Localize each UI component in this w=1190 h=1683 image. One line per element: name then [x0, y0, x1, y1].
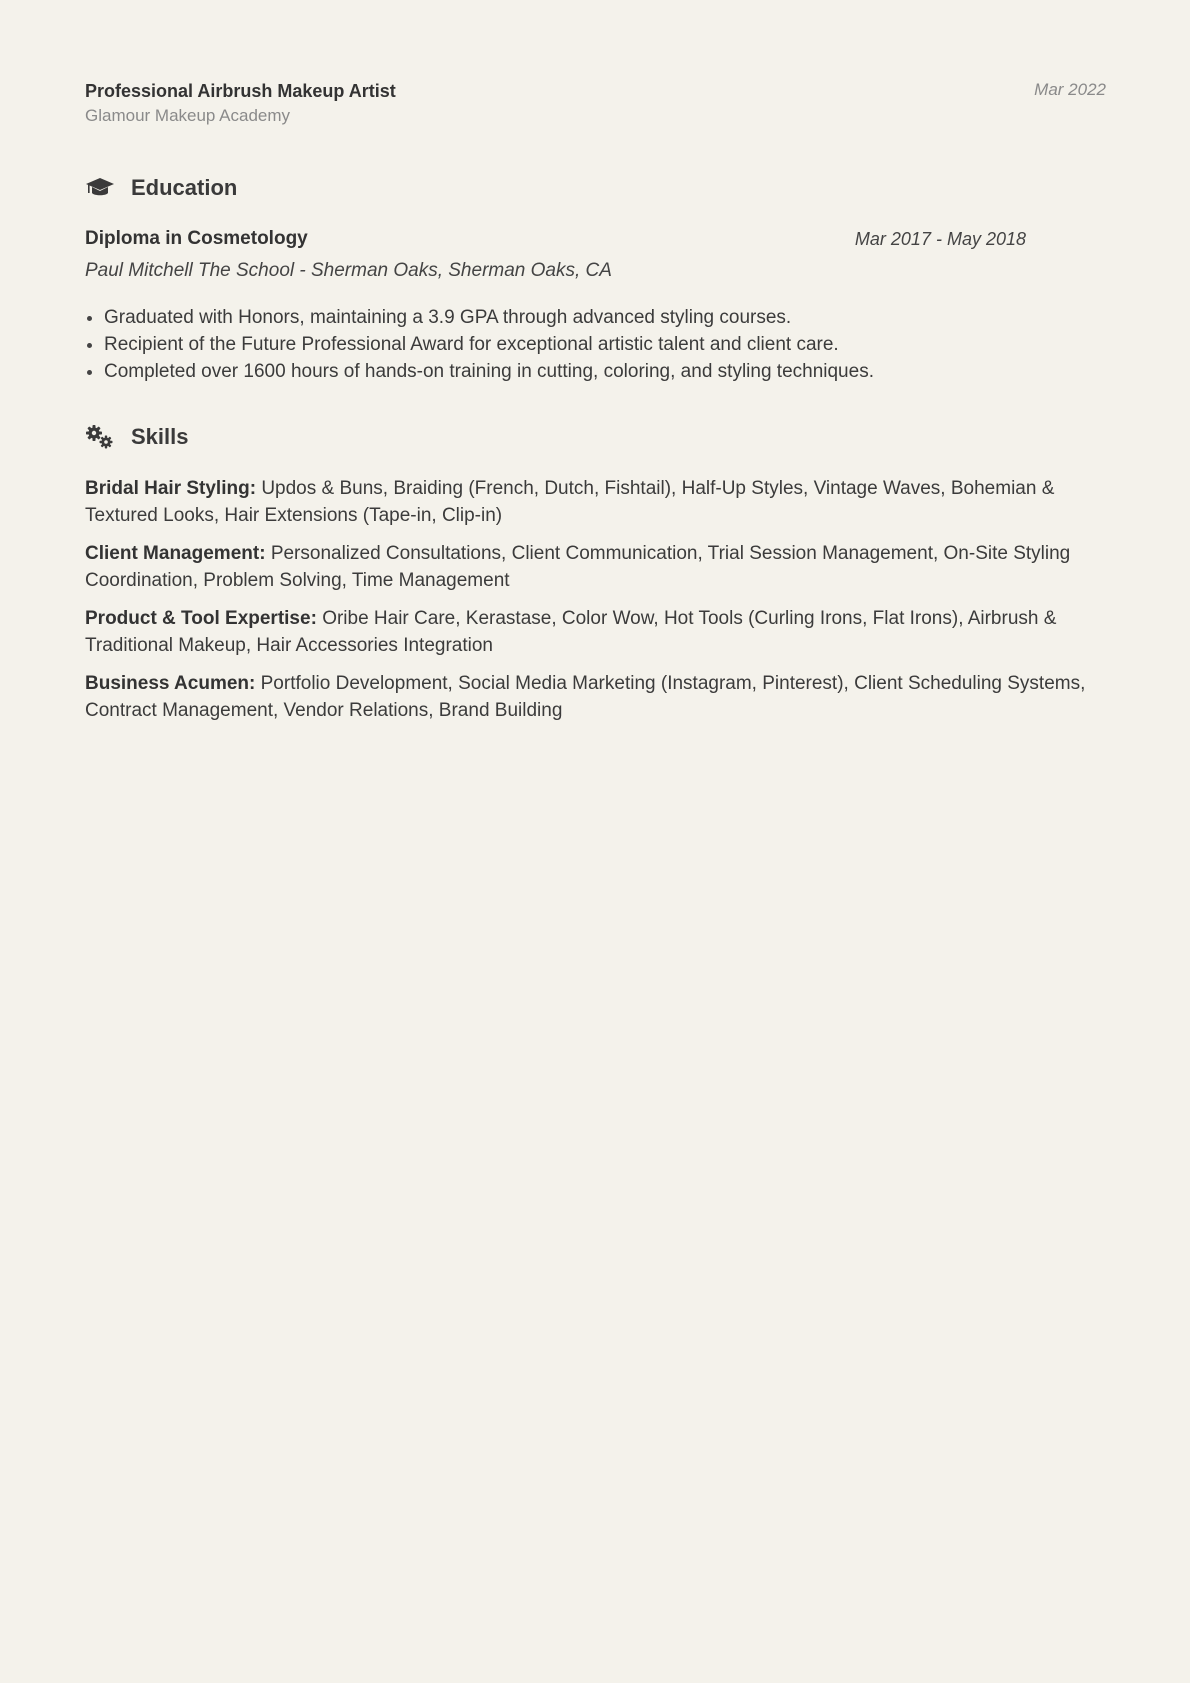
graduation-cap-icon — [85, 175, 115, 201]
skill-label: Client Management: — [85, 543, 266, 564]
degree-title: Diploma in Cosmetology — [85, 228, 308, 249]
skill-row — [85, 670, 1106, 724]
education-section-header — [85, 172, 1106, 204]
education-dates: Mar 2017 - May 2018 — [854, 229, 1026, 249]
skills-list — [85, 475, 1106, 724]
resume-page — [85, 78, 1106, 735]
education-title: Education — [131, 175, 238, 200]
list-item: Graduated with Honors, maintaining a 3.9 GPA through advanced styling courses. — [85, 304, 1106, 331]
certification-title: Professional Airbrush Makeup Artist — [85, 81, 396, 101]
certification-issuer: Glamour Makeup Academy — [85, 106, 291, 125]
skill-label: Product & Tool Expertise: — [85, 608, 317, 629]
skills-title: Skills — [131, 424, 189, 449]
skill-label: Business Acumen: — [85, 673, 256, 694]
skills-section-header — [85, 421, 1106, 453]
skill-value: Updos & Buns, Braiding (French, Dutch, Fishtail), Half-Up Styles, Vintage Waves, Bohemian & Textured Looks, Hair Extensions (Tape-in, Clip-in) — [85, 478, 1055, 526]
gears-icon — [85, 424, 115, 450]
skill-value: Portfolio Development, Social Media Marketing (Instagram, Pinterest), Client Scheduling Systems, Contract Management, Vendor Relations, Brand Building — [85, 673, 1086, 721]
skill-label: Bridal Hair Styling: — [85, 478, 257, 499]
skill-value: Oribe Hair Care, Kerastase, Color Wow, Hot Tools (Curling Irons, Flat Irons), Airbrush & Traditional Makeup, Hair Accessories Integration — [85, 608, 1057, 656]
list-item: Recipient of the Future Professional Award for exceptional artistic talent and client care. — [85, 331, 1106, 358]
certification-date: Mar 2022 — [1034, 80, 1106, 99]
education-entry — [85, 226, 1106, 385]
skill-row — [85, 605, 1106, 659]
education-bullets — [85, 304, 1106, 385]
certification-entry — [85, 78, 1106, 128]
school-name: Paul Mitchell The School - Sherman Oaks, Sherman Oaks, CA — [85, 260, 612, 281]
skill-row — [85, 540, 1106, 594]
skill-row — [85, 475, 1106, 529]
list-item: Completed over 1600 hours of hands-on training in cutting, coloring, and styling techniques. — [85, 358, 1106, 385]
skill-value: Personalized Consultations, Client Communication, Trial Session Management, On-Site Styling Coordination, Problem Solving, Time Management — [85, 543, 1071, 591]
